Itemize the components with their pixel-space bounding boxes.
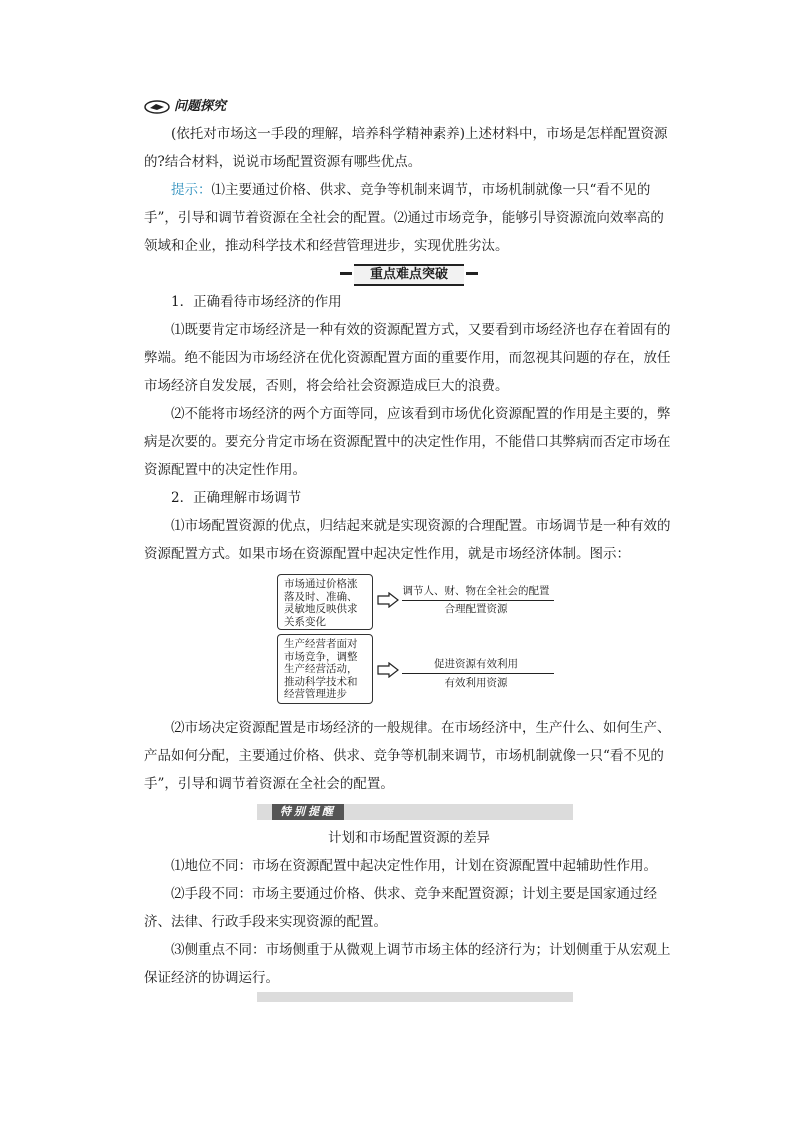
question-text: (依托对市场这一手段的理解，培养科学精神素养)上述材料中，市场是怎样配置资源的?结合材料，说说市场配置资源有哪些优点。 <box>144 126 668 170</box>
tip-item-3: ⑶侧重点不同：市场侧重于从微观上调节市场主体的经济行为；计划侧重于从宏观上保证经济的协调运行。 <box>144 942 671 986</box>
diagram-box-price: 市场通过价格涨落及时、准确、灵敏地反映供求关系变化 <box>277 574 373 630</box>
section-head-question <box>144 94 674 120</box>
point2-paragraph1: ⑴市场配置资源的优点，归结起来就是实现资源的合理配置。市场调节是一种有效的资源配置方式。如果市场在资源配置中起决定性作用，就是市场经济体制。图示： <box>144 518 671 562</box>
diagram-line-2 <box>402 673 554 674</box>
diagram-label-promote: 促进资源有效利用 <box>434 658 518 670</box>
market-regulation-diagram <box>144 572 674 710</box>
diagram-box-competition: 生产经营者面对市场竞争，调整生产经营活动，推动科学技术和经营管理进步 <box>277 634 373 704</box>
point2-heading: 2．正确理解市场调节 <box>171 490 302 506</box>
diagram-label-rational: 合理配置资源 <box>444 603 508 615</box>
tip-item-2: ⑵手段不同：市场主要通过价格、供求、竞争来配置资源；计划主要是国家通过经济、法律、行政手段来实现资源的配置。 <box>144 886 657 930</box>
hint-text: ⑴主要通过价格、供求、竞争等机制来调节，市场机制就像一只“看不见的手”，引导和调节着资源在全社会的配置。⑵通过市场竞争，能够引导资源流向效率高的领域和企业，推动科学技术和经营管理进步，实现优胜劣汰。 <box>144 182 664 254</box>
key-points-banner <box>144 264 674 286</box>
diagram-label-allocate: 调节人、财、物在全社会的配置 <box>402 585 550 597</box>
hint-label: 提示： <box>171 182 212 198</box>
point1-heading: 1．正确看待市场经济的作用 <box>171 294 342 310</box>
question-explore-icon <box>144 100 170 114</box>
tip-end-bar <box>257 992 573 1002</box>
content-column <box>144 94 674 992</box>
banner-title: 重点难点突破 <box>354 264 464 286</box>
hint-paragraph <box>144 176 674 260</box>
tip-item-1: ⑴地位不同：市场在资源配置中起决定性作用，计划在资源配置中起辅助性作用。 <box>171 858 657 874</box>
point1-paragraph1: ⑴既要肯定市场经济是一种有效的资源配置方式，又要看到市场经济也存在着固有的弊端。绝不能因为市场经济在优化资源配置方面的重要作用，而忽视其问题的存在，放任市场经济自发发展，否则，将会给社会资源造成巨大的浪费。 <box>144 322 671 394</box>
diagram-label-effective: 有效利用资源 <box>444 677 508 689</box>
tip-label: 特别提醒 <box>272 804 344 820</box>
section-title: 问题探究 <box>174 99 227 114</box>
special-tip-bar <box>144 804 674 820</box>
diagram-line-1 <box>402 600 554 601</box>
point1-paragraph2: ⑵不能将市场经济的两个方面等同，应该看到市场优化资源配置的作用是主要的，弊病是次要的。要充分肯定市场在资源配置中的决定性作用，不能借口其弊病而否定市场在资源配置中的决定性作用。 <box>144 406 671 478</box>
tip-title: 计划和市场配置资源的差异 <box>328 830 490 846</box>
point2-paragraph2: ⑵市场决定资源配置是市场经济的一般规律。在市场经济中，生产什么、如何生产、产品如何分配，主要通过价格、供求、竞争等机制来调节，市场机制就像一只“看不见的手”，引导和调节着资源在全社会的配置。 <box>144 720 671 792</box>
